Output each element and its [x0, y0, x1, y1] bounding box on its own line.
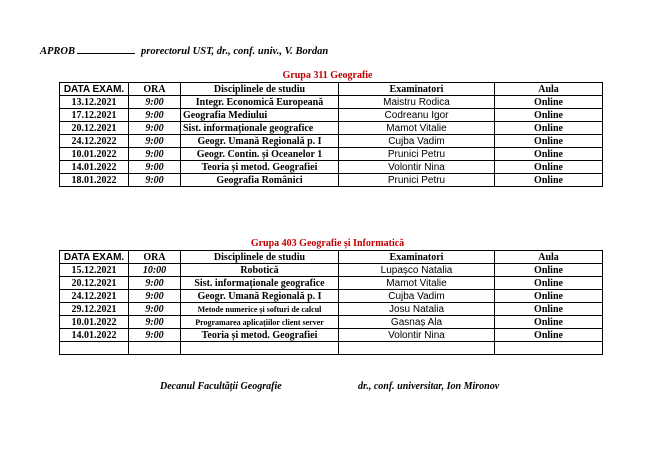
dean-name: dr., conf. universitar, Ion Mironov: [358, 381, 500, 392]
discipline: Sist. informaționale geografice: [181, 122, 339, 135]
empty-cell: [181, 342, 339, 355]
col-aula-header: Aula: [495, 251, 603, 264]
exam-date: 10.01.2022: [60, 148, 129, 161]
exam-time: 9:00: [129, 303, 181, 316]
exam-time: 9:00: [129, 316, 181, 329]
aprob-label: APROB: [40, 46, 76, 57]
exam-time: 9:00: [129, 135, 181, 148]
exam-time: 9:00: [129, 109, 181, 122]
exam-date: 24.12.2021: [60, 290, 129, 303]
exam-date: 20.12.2021: [60, 277, 129, 290]
dean-label: Decanul Facultății Geografie: [160, 381, 282, 392]
col-date-header: DATA EXAM.: [60, 251, 129, 264]
examiner: Volontir Nina: [339, 161, 495, 174]
examiner: Mamot Vitalie: [339, 277, 495, 290]
exam-date: 18.01.2022: [60, 174, 129, 187]
discipline: Sist. informaționale geografice: [181, 277, 339, 290]
col-ora-header: ORA: [129, 83, 181, 96]
table-row: [60, 316, 603, 329]
discipline: Geogr. Umană Regională p. I: [181, 290, 339, 303]
room: Online: [495, 109, 603, 122]
exam-time: 9:00: [129, 329, 181, 342]
exam-date: 29.12.2021: [60, 303, 129, 316]
examiner: Prunici Petru: [339, 148, 495, 161]
room: Online: [495, 290, 603, 303]
exam-date: 14.01.2022: [60, 161, 129, 174]
room: Online: [495, 174, 603, 187]
col-date-header: DATA EXAM.: [60, 83, 129, 96]
room: Online: [495, 122, 603, 135]
discipline: Teoria și metod. Geografiei: [181, 161, 339, 174]
examiner: Codreanu Igor: [339, 109, 495, 122]
room: Online: [495, 148, 603, 161]
exam-date: 14.01.2022: [60, 329, 129, 342]
exam-time: 9:00: [129, 96, 181, 109]
discipline: Teoria și metod. Geografiei: [181, 329, 339, 342]
group2-table: [59, 250, 603, 355]
approver-name: prorectorul UST, dr., conf. univ., V. Bordan: [141, 46, 329, 57]
exam-time: 9:00: [129, 122, 181, 135]
exam-time: 9:00: [129, 290, 181, 303]
empty-cell: [495, 342, 603, 355]
room: Online: [495, 135, 603, 148]
room: Online: [495, 161, 603, 174]
signature-line: [77, 44, 135, 54]
exam-time: 10:00: [129, 264, 181, 277]
table-row: [60, 109, 603, 122]
exam-date: 20.12.2021: [60, 122, 129, 135]
col-disc-header: Disciplinele de studiu: [181, 251, 339, 264]
exam-date: 17.12.2021: [60, 109, 129, 122]
empty-cell: [129, 342, 181, 355]
discipline: Robotică: [181, 264, 339, 277]
examiner: Lupașco Natalia: [339, 264, 495, 277]
col-disc-header: Disciplinele de studiu: [181, 83, 339, 96]
exam-time: 9:00: [129, 161, 181, 174]
col-ora-header: ORA: [129, 251, 181, 264]
discipline: Geogr. Contin. și Oceanelor 1: [181, 148, 339, 161]
table-row: [60, 161, 603, 174]
discipline: Metode numerice și softuri de calcul: [181, 303, 339, 316]
table-header-row: [60, 251, 603, 264]
group1-table: [59, 82, 603, 187]
empty-cell: [339, 342, 495, 355]
room: Online: [495, 303, 603, 316]
exam-time: 9:00: [129, 174, 181, 187]
table-row: [60, 96, 603, 109]
examiner: Josu Natalia: [339, 303, 495, 316]
table-row: [60, 135, 603, 148]
exam-date: 15.12.2021: [60, 264, 129, 277]
exam-date: 13.12.2021: [60, 96, 129, 109]
discipline: Programarea aplicațiilor client server: [181, 316, 339, 329]
discipline: Geografia Mediului: [181, 109, 339, 122]
room: Online: [495, 277, 603, 290]
examiner: Gasnaș Ala: [339, 316, 495, 329]
table-row: [60, 277, 603, 290]
group2-title: Grupa 403 Geografie și Informatică: [250, 238, 405, 249]
examiner: Maistru Rodica: [339, 96, 495, 109]
col-aula-header: Aula: [495, 83, 603, 96]
discipline: Geografia Românici: [181, 174, 339, 187]
room: Online: [495, 96, 603, 109]
room: Online: [495, 264, 603, 277]
table-row: [60, 264, 603, 277]
empty-cell: [60, 342, 129, 355]
table-row: [60, 122, 603, 135]
table-row: [60, 303, 603, 316]
exam-date: 10.01.2022: [60, 316, 129, 329]
exam-date: 24.12.2022: [60, 135, 129, 148]
approval-line: [40, 44, 328, 57]
discipline: Geogr. Umană Regională p. I: [181, 135, 339, 148]
examiner: Volontir Nina: [339, 329, 495, 342]
examiner: Cujba Vadim: [339, 135, 495, 148]
table-row: [60, 148, 603, 161]
table-row: [60, 290, 603, 303]
table-row: [60, 329, 603, 342]
room: Online: [495, 329, 603, 342]
exam-time: 9:00: [129, 148, 181, 161]
col-exam-header: Examinatori: [339, 83, 495, 96]
table-row-empty: [60, 342, 603, 355]
room: Online: [495, 316, 603, 329]
table-row: [60, 174, 603, 187]
table-header-row: [60, 83, 603, 96]
discipline: Integr. Economică Europeană: [181, 96, 339, 109]
exam-time: 9:00: [129, 277, 181, 290]
examiner: Cujba Vadim: [339, 290, 495, 303]
col-exam-header: Examinatori: [339, 251, 495, 264]
examiner: Mamot Vitalie: [339, 122, 495, 135]
examiner: Prunici Petru: [339, 174, 495, 187]
group1-title: Grupa 311 Geografie: [282, 70, 373, 81]
